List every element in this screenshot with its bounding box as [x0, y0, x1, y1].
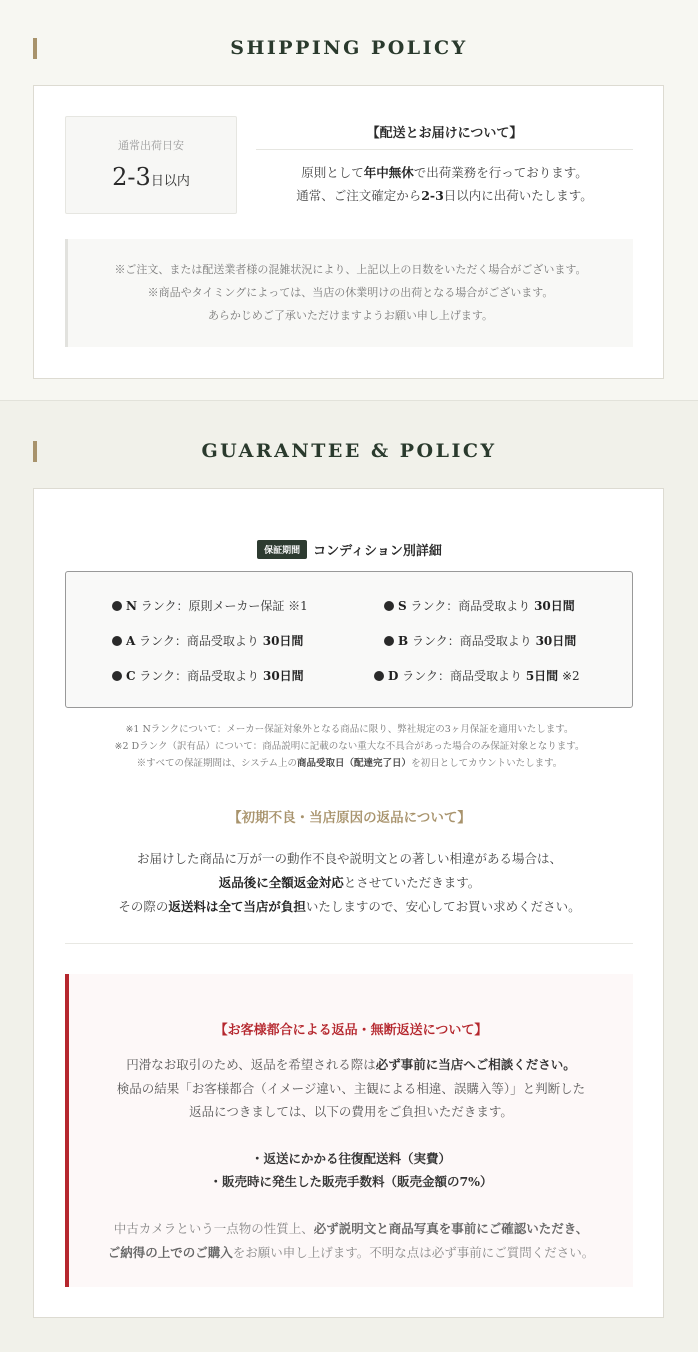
shipping-note-1: ※ご注文、または配送業者様の混雑状況により、上記以上の日数をいただく場合がございます。: [114, 263, 587, 276]
footnote-2: ※2 Dランク（訳有品）について：商品説明に記載のない重大な不具合があった場合のみ保証対象となります。: [114, 741, 585, 752]
bullet-icon: [384, 601, 394, 611]
shipping-line-2: 通常、ご注文確定から2-3日以内に出荷いたします。: [296, 188, 593, 203]
shipping-line-1: 原則として年中無休で出荷業務を行っております。: [301, 165, 588, 180]
shipping-estimate-label: 通常出荷日安: [118, 139, 184, 152]
shipping-estimate-unit: 日以内: [150, 174, 190, 189]
warranty-badge: 保証期間: [257, 540, 307, 559]
rank-item-b: B ランク：商品受取より 30日間: [384, 632, 576, 649]
rank-item-d: D ランク：商品受取より 5日間 ※2: [374, 667, 580, 684]
defect-line-2: 返品後に全額返金対応とさせていただきます。: [218, 875, 481, 890]
guarantee-card: [33, 488, 664, 1318]
rank-item-s: S ランク：商品受取より 30日間: [384, 597, 575, 614]
closing-line-1: 中古カメラという一点物の性質上、必ず説明文と商品写真を事前にご確認いただき、: [113, 1221, 589, 1236]
customer-return-title: 【お客様都合による返品・無断返送について】: [214, 1023, 488, 1038]
guarantee-policy-heading: GUARANTEE & POLICY: [201, 440, 497, 462]
shipping-policy-section: [0, 0, 698, 400]
customer-return-warning-box: [65, 974, 633, 1287]
shipping-policy-heading: SHIPPING POLICY: [230, 37, 468, 59]
shipping-title: 【配送とお届けについて】: [256, 122, 633, 150]
shipping-note-3: あらかじめご了承いただけますようお願い申し上げます。: [207, 309, 494, 322]
rank-item-a: A ランク：商品受取より 30日間: [112, 632, 303, 649]
guarantee-policy-section: [0, 400, 698, 1352]
warn-line-1: 円滑なお取引のため、返品を希望される際は必ず事前に当店へご相談ください。: [126, 1057, 576, 1072]
bullet-icon: [112, 671, 122, 681]
shipping-notes-box: [65, 239, 633, 347]
footnote-3: ※すべての保証期間は、システム上の商品受取日（配達完了日）を初日としてカウントいたします。: [136, 758, 563, 769]
shipping-estimate-number: 2-3: [112, 163, 151, 191]
rank-list-box: [65, 571, 633, 708]
bullet-icon: [112, 601, 122, 611]
fee-item-2: ・販売時に発生した販売手数料（販売金額の7%）: [209, 1174, 493, 1189]
bullet-icon: [112, 636, 122, 646]
defect-line-3: その際の返送料は全て当店が負担いたしますので、安心してお買い求めください。: [118, 899, 581, 914]
closing-line-2: ご納得の上でのご購入をお願い申し上げます。不明な点は必ず事前にご質問ください。: [107, 1245, 595, 1260]
rank-item-n: N ランク：原則メーカー保証 ※1: [112, 597, 308, 614]
defect-return-title: 【初期不良・当店原因の返品について】: [228, 810, 471, 826]
footnote-1: ※1 Nランクについて：メーカー保証対象外となる商品に限り、弊社規定の3ヶ月保証を適用いたします。: [125, 724, 574, 735]
shipping-estimate-value: [66, 163, 236, 191]
warranty-header: [34, 539, 665, 559]
rank-item-c: C ランク：商品受取より 30日間: [112, 667, 304, 684]
warranty-subheading: コンディション別詳細: [313, 544, 442, 559]
divider: [65, 943, 633, 944]
bullet-icon: [384, 636, 394, 646]
bullet-icon: [374, 671, 384, 681]
shipping-note-2: ※商品やタイミングによっては、当店の休業明けの出荷となる場合がございます。: [147, 286, 554, 299]
warn-line-3: 返品につきましては、以下の費用をご負担いただきます。: [189, 1104, 513, 1119]
warn-line-2: 検品の結果「お客様都合（イメージ違い、主観による相違、誤購入等）」と判断した: [116, 1081, 586, 1096]
shipping-card: [33, 85, 664, 379]
shipping-estimate-box: [65, 116, 237, 214]
defect-line-1: お届けした商品に万が一の動作不良や説明文との著しい相違がある場合は、: [136, 851, 562, 866]
fee-item-1: ・返送にかかる往復配送料（実費）: [250, 1151, 451, 1166]
